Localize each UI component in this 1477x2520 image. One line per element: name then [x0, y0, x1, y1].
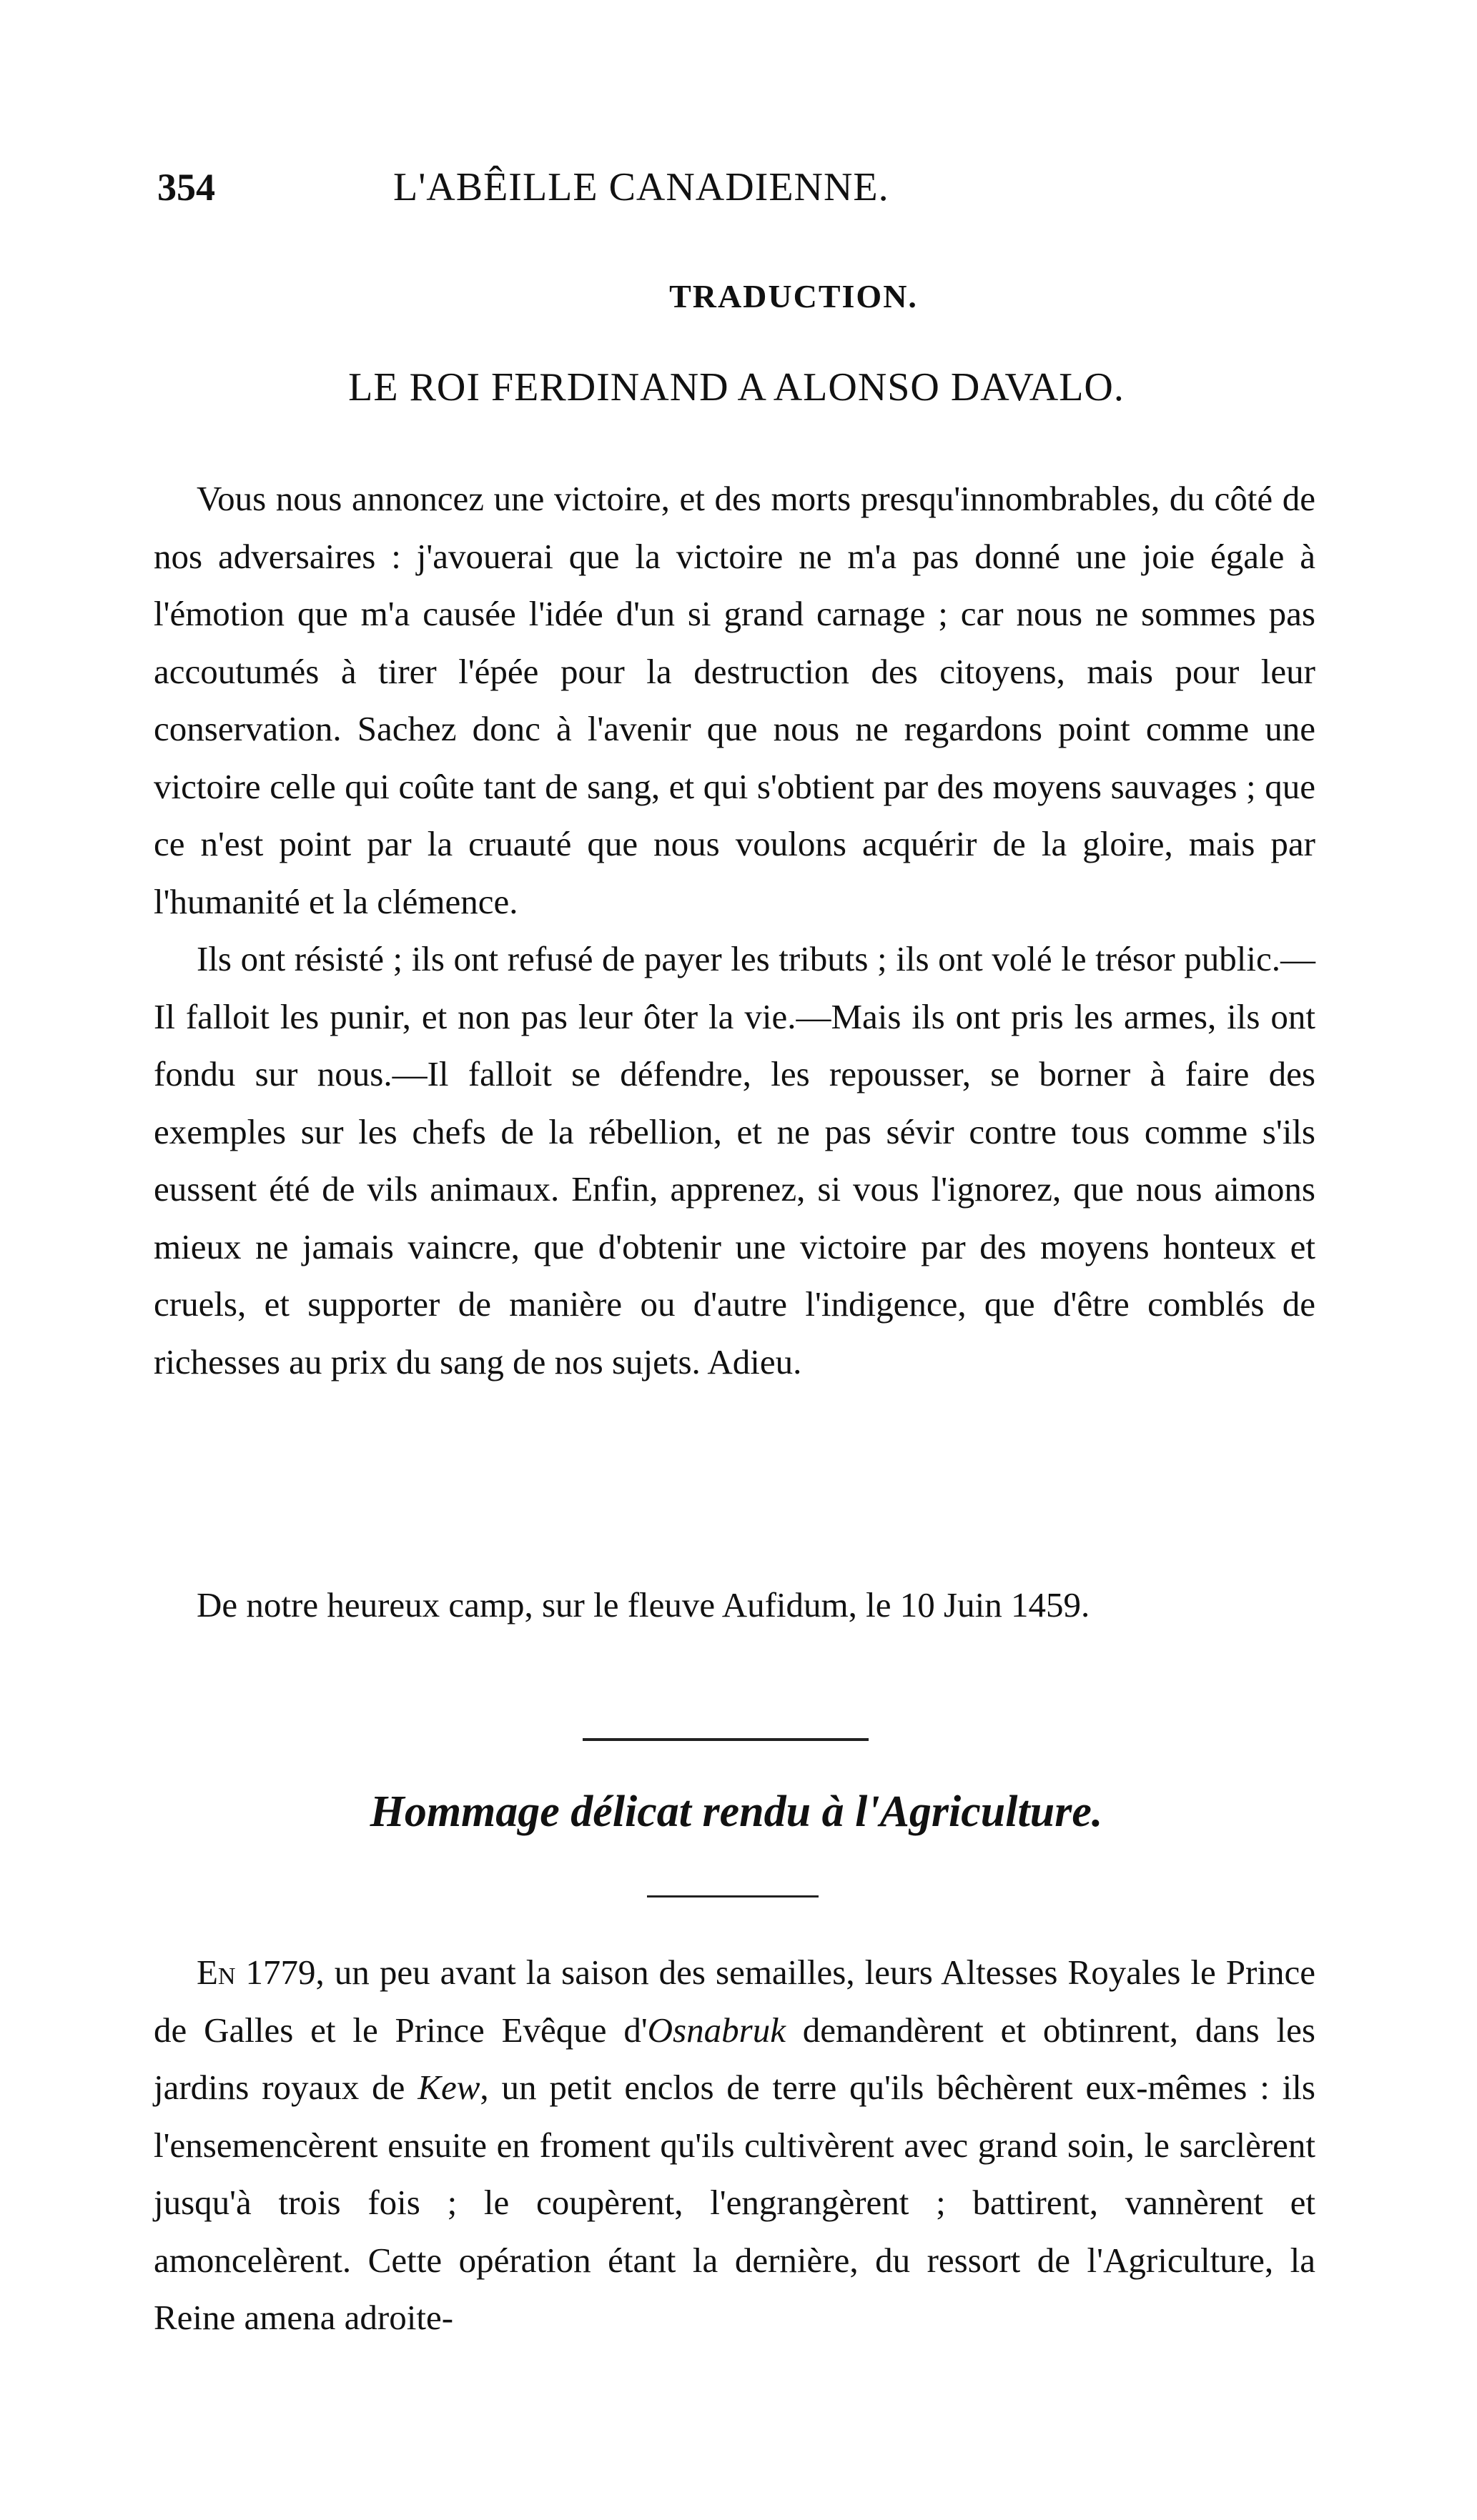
article-text: demandèrent et obtinrent, dans les jardins royaux de [154, 2010, 1315, 2107]
italic-place-name: Osnabruk [647, 2010, 786, 2050]
section-label: TRADUCTION. [669, 278, 918, 314]
date-line-text: De notre heureux camp, sur le fleuve Aufidum, le 10 Juin 1459. [197, 1585, 1090, 1624]
section-divider [583, 1738, 869, 1741]
title-underline [647, 1895, 819, 1898]
article-title: Hommage délicat rendu à l'Agriculture. [370, 1787, 1103, 1836]
article-paragraph [154, 1944, 1315, 2347]
letter-paragraph: Ils ont résisté ; ils ont refusé de payer les tributs ; ils ont volé le trésor public.—Il falloit les punir, et non pas leur ôter la vie.—Mais ils ont pris les armes, ils ont fondu sur nous.—Il falloit se défendre, les repousser, se borner à faire des exemples sur les chefs de la rébellion, et ne pas sévir contre tous comme s'ils eussent été de vils animaux. Enfin, apprenez, si vous l'ignorez, que nous aimons mieux ne jamais vaincre, que d'obtenir une victoire par des moyens honteux et cruels, et supporter de manière ou d'autre l'indigence, que d'être comblés de richesses au prix du sang de nos sujets. Adieu. [154, 939, 1315, 1381]
italic-place-name: Kew [418, 2068, 480, 2107]
lead-word: En [197, 1953, 236, 1992]
journal-title: L'ABÊILLE CANADIENNE. [393, 165, 889, 209]
article-text: 1779, un peu avant la saison des semailles, leurs Altesses Royales le Prince de Galles et le Prince Evêque d' [154, 1953, 1315, 2050]
letter-date-line [154, 1577, 1315, 1634]
letter-body [154, 470, 1315, 1391]
running-head [157, 164, 1315, 222]
article-body [154, 1944, 1315, 2347]
letter-paragraph: Vous nous annoncez une victoire, et des morts presqu'innombrables, du côté de nos adversaires : j'avouerai que la victoire ne m'a pas donné une joie égale à l'émotion que m'a causée l'idée d'un si grand carnage ; car nous ne sommes pas accoutumés à tirer l'épée pour la destruction des citoyens, mais pour leur conservation. Sachez donc à l'avenir que nous ne regardons point comme une victoire celle qui coûte tant de sang, et qui s'obtient par des moyens sauvages ; que ce n'est point par la cruauté que nous voulons acquérir de la gloire, mais par l'humanité et la clémence. [154, 479, 1315, 921]
article-text: , un petit enclos de terre qu'ils bêchèrent eux-mêmes : ils l'ensemencèrent ensuite en froment qu'ils cultivèrent avec grand soin, le sarclèrent jusqu'à trois fois ; le coupèrent, l'engrangèrent ; battirent, vannèrent et amoncelèrent. Cette opération étant la dernière, du ressort de l'Agriculture, la Reine amena adroite- [154, 2068, 1315, 2337]
letter-title: LE ROI FERDINAND A ALONSO DAVALO. [348, 365, 1125, 410]
page-number: 354 [157, 166, 215, 209]
